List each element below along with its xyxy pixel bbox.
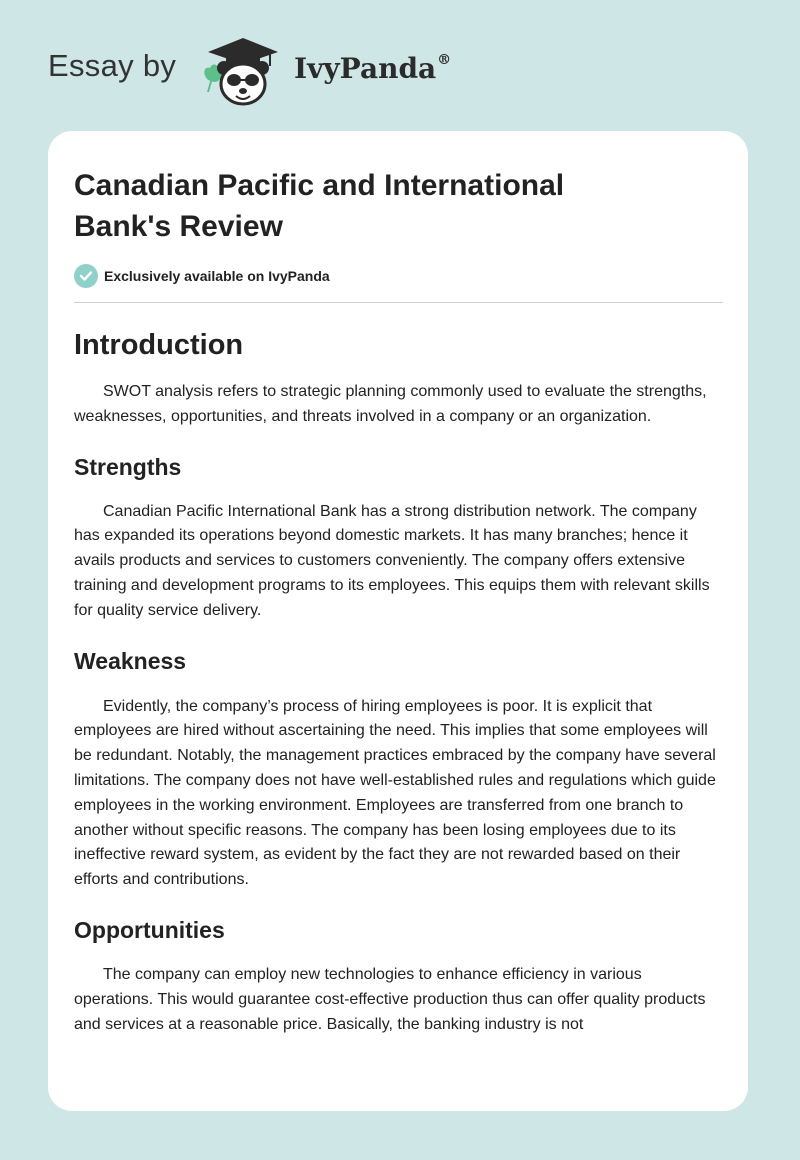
- exclusive-badge: [74, 263, 724, 289]
- section-heading-opportunities: Opportunities: [74, 916, 225, 943]
- page-title: [74, 165, 724, 247]
- exclusive-text: Exclusively available on IvyPanda: [104, 268, 330, 284]
- brand-text: IvyPanda: [294, 52, 437, 85]
- brand-name[interactable]: [294, 52, 451, 85]
- article-card: [48, 131, 748, 1111]
- panda-logo-icon[interactable]: [198, 34, 288, 110]
- trademark-symbol: ®: [437, 52, 452, 68]
- section-heading-strengths: Strengths: [74, 453, 182, 480]
- title-line-1: Canadian Pacific and International: [74, 169, 565, 202]
- section-text-strengths: Canadian Pacific International Bank has a strong distribution network. The company has expanded its operations beyond domestic markets. It has many branches; hence it avails products and services to customers conveniently. The company offers extensive training and development programs to its employees. This equips them with relevant skills for quality service delivery.: [74, 502, 710, 619]
- section-heading-weakness: Weakness: [74, 647, 187, 674]
- site-header: [48, 30, 648, 110]
- section-text-introduction: SWOT analysis refers to strategic planning commonly used to evaluate the strengths, weaknesses, opportunities, and threats involved in a company or an organization.: [74, 383, 707, 425]
- section-heading-introduction: Introduction: [74, 329, 244, 361]
- check-icon: [74, 264, 98, 288]
- section-text-opportunities: The company can employ new technologies to enhance efficiency in various operations. This would guarantee cost-effective production thus can offer quality products and services at a reasonable price. Basically, the banking industry is not: [74, 965, 706, 1033]
- section-text-weakness: Evidently, the company’s process of hiring employees is poor. It is explicit that employees are hired without ascertaining the need. This implies that some employees will be redundant. Notably, the management practices embraced by the company have several limitations. The company does not have well-established rules and regulations which guide employees in the working environment. Employees are transferred from one branch to another without specific reasons. The company has been losing employees due to its ineffective reward system, as evident by the fact they are not rewarded based on their efforts and contributions.: [74, 697, 716, 889]
- essay-by-label: Essay by: [48, 48, 177, 83]
- title-line-2: Bank's Review: [74, 210, 283, 243]
- divider: [74, 302, 723, 303]
- article-content: [74, 165, 724, 1037]
